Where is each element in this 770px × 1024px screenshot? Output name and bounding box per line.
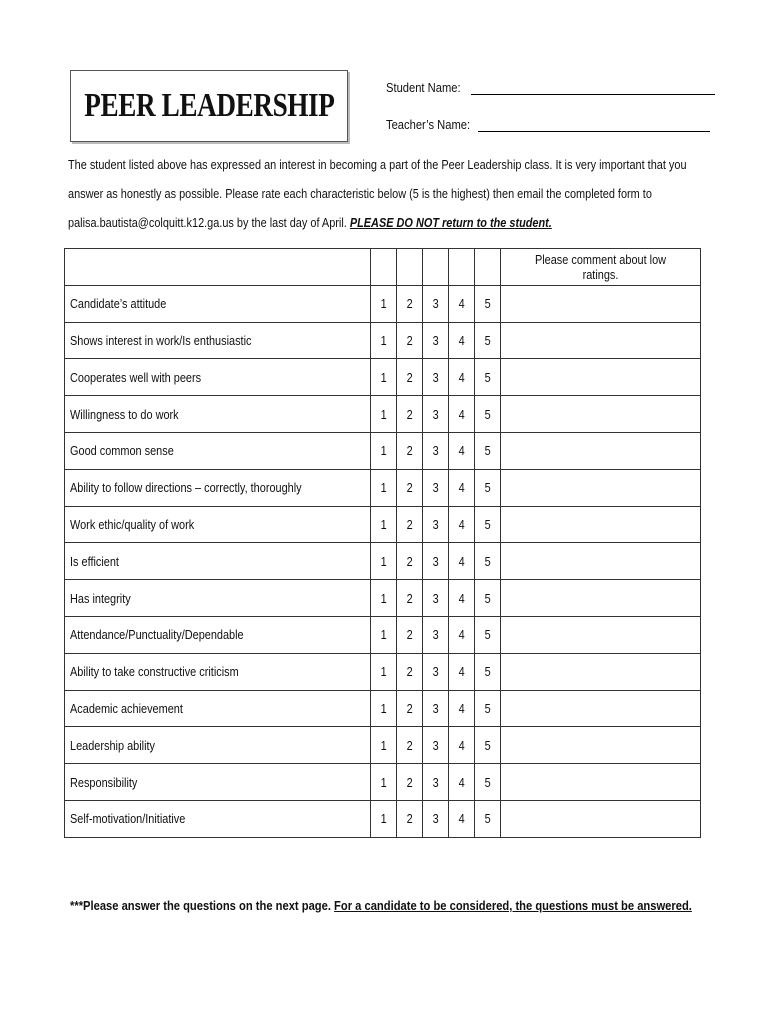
rating-value: 2: [406, 664, 413, 680]
rating-value: 3: [432, 700, 439, 716]
rating-option[interactable]: [397, 764, 423, 801]
teacher-name-row: [386, 117, 710, 132]
rating-option[interactable]: [423, 727, 449, 764]
criterion-label: Academic achievement: [70, 700, 183, 716]
table-row: [65, 506, 701, 543]
rating-option[interactable]: [397, 322, 423, 359]
rating-option[interactable]: [449, 764, 475, 801]
rating-option[interactable]: [475, 653, 501, 690]
rating-value: 2: [406, 443, 413, 459]
footer-note: [70, 898, 692, 913]
table-row: [65, 616, 701, 653]
criterion-label: Leadership ability: [70, 737, 155, 753]
rating-value: 5: [484, 406, 491, 422]
rating-value: 1: [380, 516, 387, 532]
criterion-cell: [65, 580, 371, 617]
criterion-cell: [65, 727, 371, 764]
rating-option[interactable]: [423, 396, 449, 433]
rating-value: 5: [484, 774, 491, 790]
rating-value: 3: [432, 443, 439, 459]
rating-value: 1: [380, 737, 387, 753]
rating-value: 4: [458, 590, 465, 606]
table-row: [65, 285, 701, 322]
criterion-label: Work ethic/quality of work: [70, 516, 195, 532]
rating-option[interactable]: [475, 506, 501, 543]
criterion-label: Candidate’s attitude: [70, 296, 167, 312]
rating-option[interactable]: [475, 764, 501, 801]
comment-cell[interactable]: [501, 469, 701, 506]
rating-value: 2: [406, 296, 413, 312]
comment-cell[interactable]: [501, 432, 701, 469]
rating-option[interactable]: [371, 285, 397, 322]
criterion-cell: [65, 800, 371, 837]
criterion-label: Cooperates well with peers: [70, 369, 202, 385]
criterion-cell: [65, 285, 371, 322]
rating-value: 2: [406, 332, 413, 348]
rating-value: 1: [380, 811, 387, 827]
comment-cell[interactable]: [501, 727, 701, 764]
rating-value: 5: [484, 590, 491, 606]
rating-value: 5: [484, 516, 491, 532]
rating-option[interactable]: [475, 543, 501, 580]
rating-option[interactable]: [475, 690, 501, 727]
rating-option[interactable]: [397, 653, 423, 690]
rating-option[interactable]: [475, 580, 501, 617]
criterion-label: Ability to follow directions – correctly, thoroughly: [70, 480, 302, 496]
page-title: PEER LEADERSHIP: [83, 87, 335, 124]
comment-cell[interactable]: [501, 396, 701, 433]
rating-option[interactable]: [449, 469, 475, 506]
rating-option[interactable]: [397, 580, 423, 617]
rating-option[interactable]: [449, 800, 475, 837]
comment-cell[interactable]: [501, 285, 701, 322]
criterion-cell: [65, 616, 371, 653]
rating-value: 1: [380, 553, 387, 569]
rating-value: 4: [458, 443, 465, 459]
rating-value: 5: [484, 443, 491, 459]
rating-option[interactable]: [371, 800, 397, 837]
rating-option[interactable]: [423, 543, 449, 580]
rating-value: 3: [432, 332, 439, 348]
rating-option[interactable]: [423, 800, 449, 837]
rating-value: 2: [406, 369, 413, 385]
rating-value: 2: [406, 590, 413, 606]
rating-value: 5: [484, 811, 491, 827]
table-row: [65, 396, 701, 433]
rating-value: 2: [406, 480, 413, 496]
student-name-row: [386, 80, 715, 95]
comment-cell[interactable]: [501, 506, 701, 543]
rating-option[interactable]: [397, 285, 423, 322]
rating-value: 4: [458, 664, 465, 680]
rating-option[interactable]: [475, 727, 501, 764]
comment-cell[interactable]: [501, 359, 701, 396]
rating-value: 5: [484, 369, 491, 385]
comment-cell[interactable]: [501, 543, 701, 580]
comment-cell[interactable]: [501, 580, 701, 617]
do-not-return-note: PLEASE DO NOT return to the student.: [349, 215, 552, 230]
rating-value: 3: [432, 627, 439, 643]
header-blank-cell: [449, 249, 475, 286]
rating-value: 2: [406, 774, 413, 790]
rating-value: 3: [432, 296, 439, 312]
rating-option[interactable]: [371, 432, 397, 469]
rating-value: 1: [380, 774, 387, 790]
rating-option[interactable]: [475, 800, 501, 837]
instructions: [68, 150, 708, 237]
instructions-line-2: answer as honestly as possible. Please rate each characteristic below (5 is the highest) then email the completed form to: [68, 186, 652, 201]
rating-option[interactable]: [423, 764, 449, 801]
rating-value: 4: [458, 811, 465, 827]
header-blank-cell: [371, 249, 397, 286]
rating-option[interactable]: [475, 616, 501, 653]
table-row: [65, 359, 701, 396]
teacher-name-label: Teacher’s Name:: [386, 117, 471, 132]
instructions-line-1: The student listed above has expressed an interest in becoming a part of the Peer Leadership class. It is very important that you: [68, 157, 687, 172]
rating-option[interactable]: [449, 690, 475, 727]
rating-option[interactable]: [371, 506, 397, 543]
rating-option[interactable]: [371, 359, 397, 396]
table-row: [65, 469, 701, 506]
email-text: palisa.bautista@colquitt.k12.ga.us by the last day of April.: [68, 215, 350, 230]
rating-table: [64, 248, 701, 838]
rating-option[interactable]: [423, 506, 449, 543]
rating-option[interactable]: [423, 359, 449, 396]
rating-value: 3: [432, 480, 439, 496]
header-blank-cell: [397, 249, 423, 286]
rating-option[interactable]: [397, 469, 423, 506]
rating-option[interactable]: [371, 543, 397, 580]
rating-option[interactable]: [475, 396, 501, 433]
rating-option[interactable]: [449, 432, 475, 469]
rating-value: 4: [458, 627, 465, 643]
rating-option[interactable]: [371, 322, 397, 359]
rating-value: 1: [380, 664, 387, 680]
rating-option[interactable]: [397, 616, 423, 653]
comment-header: [501, 249, 701, 286]
rating-value: 2: [406, 737, 413, 753]
rating-option[interactable]: [449, 396, 475, 433]
rating-option[interactable]: [371, 727, 397, 764]
table-row: [65, 432, 701, 469]
rating-value: 5: [484, 700, 491, 716]
table-row: [65, 800, 701, 837]
student-name-label: Student Name:: [386, 80, 461, 95]
rating-option[interactable]: [397, 396, 423, 433]
rating-value: 4: [458, 553, 465, 569]
rating-value: 4: [458, 332, 465, 348]
rating-value: 4: [458, 516, 465, 532]
rating-value: 3: [432, 774, 439, 790]
rating-option[interactable]: [397, 690, 423, 727]
rating-value: 5: [484, 664, 491, 680]
rating-option[interactable]: [397, 359, 423, 396]
rating-value: 5: [484, 627, 491, 643]
rating-value: 2: [406, 516, 413, 532]
rating-value: 4: [458, 700, 465, 716]
rating-value: 2: [406, 811, 413, 827]
criterion-label: Is efficient: [70, 553, 119, 569]
rating-option[interactable]: [449, 322, 475, 359]
teacher-name-field[interactable]: [478, 117, 710, 132]
table-row: [65, 543, 701, 580]
rating-value: 3: [432, 811, 439, 827]
rating-value: 5: [484, 737, 491, 753]
rating-option[interactable]: [371, 690, 397, 727]
rating-value: 3: [432, 516, 439, 532]
rating-option[interactable]: [397, 432, 423, 469]
rating-value: 3: [432, 737, 439, 753]
comment-cell[interactable]: [501, 322, 701, 359]
criterion-label: Ability to take constructive criticism: [70, 664, 239, 680]
rating-option[interactable]: [397, 506, 423, 543]
rating-value: 4: [458, 369, 465, 385]
criterion-cell: [65, 432, 371, 469]
criterion-label: Shows interest in work/Is enthusiastic: [70, 332, 252, 348]
rating-value: 4: [458, 480, 465, 496]
rating-value: 5: [484, 553, 491, 569]
criterion-cell: [65, 690, 371, 727]
rating-option[interactable]: [371, 653, 397, 690]
footer-requirement: For a candidate to be considered, the questions must be answered.: [334, 898, 692, 913]
rating-value: 1: [380, 590, 387, 606]
table-header-row: [65, 249, 701, 286]
footer-instruction: ***Please answer the questions on the next page.: [70, 898, 335, 913]
rating-value: 1: [380, 296, 387, 312]
rating-value: 4: [458, 406, 465, 422]
rating-value: 1: [380, 443, 387, 459]
rating-value: 2: [406, 553, 413, 569]
criterion-cell: [65, 653, 371, 690]
rating-option[interactable]: [449, 727, 475, 764]
table-row: [65, 690, 701, 727]
rating-value: 2: [406, 406, 413, 422]
comment-cell[interactable]: [501, 690, 701, 727]
criterion-label: Good common sense: [70, 443, 174, 459]
rating-option[interactable]: [397, 800, 423, 837]
rating-value: 4: [458, 296, 465, 312]
rating-value: 3: [432, 664, 439, 680]
rating-value: 3: [432, 369, 439, 385]
header-blank-cell: [475, 249, 501, 286]
rating-option[interactable]: [397, 727, 423, 764]
instructions-line-3: [68, 208, 606, 237]
comment-cell[interactable]: [501, 653, 701, 690]
rating-option[interactable]: [423, 322, 449, 359]
rating-value: 1: [380, 700, 387, 716]
rating-value: 4: [458, 774, 465, 790]
rating-value: 1: [380, 369, 387, 385]
title-box: [70, 70, 348, 142]
comment-cell[interactable]: [501, 764, 701, 801]
rating-option[interactable]: [371, 396, 397, 433]
criterion-cell: [65, 469, 371, 506]
rating-value: 2: [406, 700, 413, 716]
header-blank-cell: [65, 249, 371, 286]
rating-option[interactable]: [423, 469, 449, 506]
rating-value: 1: [380, 480, 387, 496]
rating-option[interactable]: [371, 616, 397, 653]
rating-value: 2: [406, 627, 413, 643]
rating-option[interactable]: [449, 285, 475, 322]
rating-option[interactable]: [475, 285, 501, 322]
table-row: [65, 764, 701, 801]
rating-option[interactable]: [423, 285, 449, 322]
rating-option[interactable]: [423, 580, 449, 617]
rating-option[interactable]: [371, 764, 397, 801]
rating-option[interactable]: [475, 469, 501, 506]
rating-value: 1: [380, 332, 387, 348]
rating-option[interactable]: [397, 543, 423, 580]
rating-option[interactable]: [423, 616, 449, 653]
rating-value: 1: [380, 406, 387, 422]
rating-option[interactable]: [475, 322, 501, 359]
table-row: [65, 727, 701, 764]
table-row: [65, 580, 701, 617]
comment-cell[interactable]: [501, 616, 701, 653]
criterion-cell: [65, 359, 371, 396]
rating-option[interactable]: [449, 653, 475, 690]
header-blank-cell: [423, 249, 449, 286]
rating-option[interactable]: [475, 432, 501, 469]
student-name-field[interactable]: [471, 80, 715, 95]
criterion-label: Willingness to do work: [70, 406, 179, 422]
criterion-cell: [65, 322, 371, 359]
rating-option[interactable]: [449, 616, 475, 653]
rating-value: 5: [484, 296, 491, 312]
comment-cell[interactable]: [501, 800, 701, 837]
rating-option[interactable]: [371, 469, 397, 506]
rating-option[interactable]: [449, 580, 475, 617]
rating-value: 5: [484, 480, 491, 496]
rating-option[interactable]: [475, 359, 501, 396]
criterion-cell: [65, 396, 371, 433]
rating-option[interactable]: [449, 359, 475, 396]
criterion-label: Responsibility: [70, 774, 138, 790]
criterion-label: Has integrity: [70, 590, 131, 606]
rating-option[interactable]: [423, 690, 449, 727]
table-row: [65, 653, 701, 690]
rating-option[interactable]: [371, 580, 397, 617]
comment-header-label: Please comment about low ratings.: [534, 251, 667, 282]
criterion-label: Self-motivation/Initiative: [70, 811, 186, 827]
rating-value: 4: [458, 737, 465, 753]
rating-value: 1: [380, 627, 387, 643]
rating-value: 3: [432, 406, 439, 422]
table-row: [65, 322, 701, 359]
criterion-cell: [65, 543, 371, 580]
rating-value: 5: [484, 332, 491, 348]
rating-option[interactable]: [449, 543, 475, 580]
rating-option[interactable]: [423, 432, 449, 469]
rating-option[interactable]: [423, 653, 449, 690]
criterion-label: Attendance/Punctuality/Dependable: [70, 627, 244, 643]
criterion-cell: [65, 506, 371, 543]
criterion-cell: [65, 764, 371, 801]
rating-option[interactable]: [449, 506, 475, 543]
rating-value: 3: [432, 553, 439, 569]
rating-value: 3: [432, 590, 439, 606]
